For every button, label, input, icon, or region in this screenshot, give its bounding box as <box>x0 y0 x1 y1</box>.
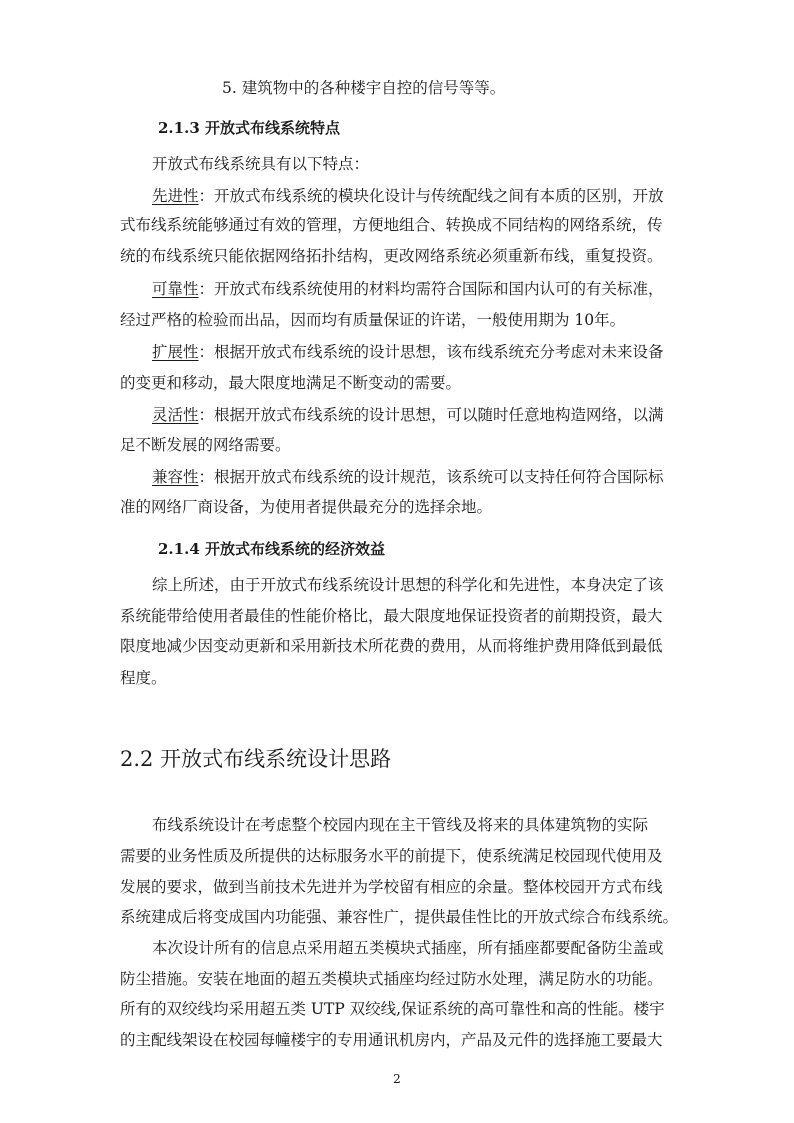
compatibility-paragraph-line-2: 准的网络厂商设备，为使用者提供最充分的选择余地。 <box>120 498 493 516</box>
page-number: 2 <box>393 1072 401 1086</box>
design-paragraph-2-line-4: 的主配线架设在校园每幢楼宇的专用通讯机房内，产品及元件的选择施工要最大 <box>120 1031 663 1049</box>
flexibility-paragraph-line-1 <box>152 405 664 425</box>
design-paragraph-1-line-4: 系统建成后将变成国内功能强、兼容性广，提供最佳性比的开放式综合布线系统。 <box>120 908 679 926</box>
reliability-paragraph-line-1 <box>152 279 664 299</box>
reliability-text: ：开放式布线系统使用的材料均需符合国际和国内认可的有关标准， <box>198 280 664 298</box>
extensibility-text: ：根据开放式布线系统的设计思想，该布线系统充分考虑对未来设备 <box>198 343 664 361</box>
section-heading-2-1-3: 2.1.3 开放式布线系统特点 <box>158 119 340 137</box>
reliability-paragraph-line-2: 经过严格的检验而出品，因而均有质量保证的许诺，一般使用期为 10年。 <box>120 311 626 329</box>
design-paragraph-2-line-3: 所有的双绞线均采用超五类 UTP 双绞线,保证系统的高可靠性和高的性能。楼宇 <box>120 1000 665 1018</box>
advanced-text: ：开放式布线系统的模块化设计与传统配线之间有本质的区别，开放 <box>198 187 664 205</box>
section-heading-2-1-4: 2.1.4 开放式布线系统的经济效益 <box>158 540 385 558</box>
extensibility-paragraph-line-1 <box>152 342 664 362</box>
design-paragraph-2-line-1: 本次设计所有的信息点采用超五类模块式插座，所有插座都要配备防尘盖或 <box>152 939 664 957</box>
advanced-paragraph-line-3: 统的布线系统只能依据网络拓扑结构，更改网络系统必须重新布线，重复投资。 <box>120 247 663 265</box>
design-paragraph-1-line-1: 布线系统设计在考虑整个校园内现在主干管线及将来的具体建筑物的实际 <box>152 816 649 834</box>
reliability-term: 可靠性 <box>152 280 199 298</box>
compatibility-term: 兼容性 <box>152 468 199 486</box>
features-intro: 开放式布线系统具有以下特点： <box>152 155 370 173</box>
list-item-5: 5. 建筑物中的各种楼宇自控的信号等等。 <box>222 79 506 97</box>
economics-paragraph-line-2: 系统能带给使用者最佳的性能价格比，最大限度地保证投资者的前期投资，最大 <box>120 607 663 625</box>
design-paragraph-1-line-3: 发展的要求，做到当前技术先进并为学校留有相应的余量。整体校园开方式布线 <box>120 878 663 896</box>
advanced-paragraph-line-1 <box>152 186 664 206</box>
extensibility-term: 扩展性 <box>152 343 199 361</box>
advanced-paragraph-line-2: 式布线系统能够通过有效的管理，方便地组合、转换成不同结构的网络系统，传 <box>120 216 663 234</box>
economics-paragraph-line-3: 限度地减少因变动更新和采用新技术所花费的费用，从而将维护费用降低到最低 <box>120 637 663 655</box>
section-heading-2-2: 2.2 开放式布线系统设计思路 <box>120 747 392 771</box>
extensibility-paragraph-line-2: 的变更和移动，最大限度地满足不断变动的需要。 <box>120 374 462 392</box>
flexibility-paragraph-line-2: 足不断发展的网络需要。 <box>120 436 291 454</box>
compatibility-text: ：根据开放式布线系统的设计规范，该系统可以支持任何符合国际标 <box>198 468 664 486</box>
flexibility-term: 灵活性 <box>152 406 199 424</box>
economics-paragraph-line-4: 程度。 <box>120 669 167 687</box>
advanced-term: 先进性 <box>152 187 199 205</box>
design-paragraph-1-line-2: 需要的业务性质及所提供的达标服务水平的前提下，使系统满足校园现代使用及 <box>120 847 663 865</box>
compatibility-paragraph-line-1 <box>152 467 664 487</box>
flexibility-text: ：根据开放式布线系统的设计思想，可以随时任意地构造网络，以满 <box>198 406 664 424</box>
economics-paragraph-line-1: 综上所述，由于开放式布线系统设计思想的科学化和先进性，本身决定了该 <box>152 576 664 594</box>
design-paragraph-2-line-2: 防尘措施。安装在地面的超五类模块式插座均经过防水处理，满足防水的功能。 <box>120 970 663 988</box>
